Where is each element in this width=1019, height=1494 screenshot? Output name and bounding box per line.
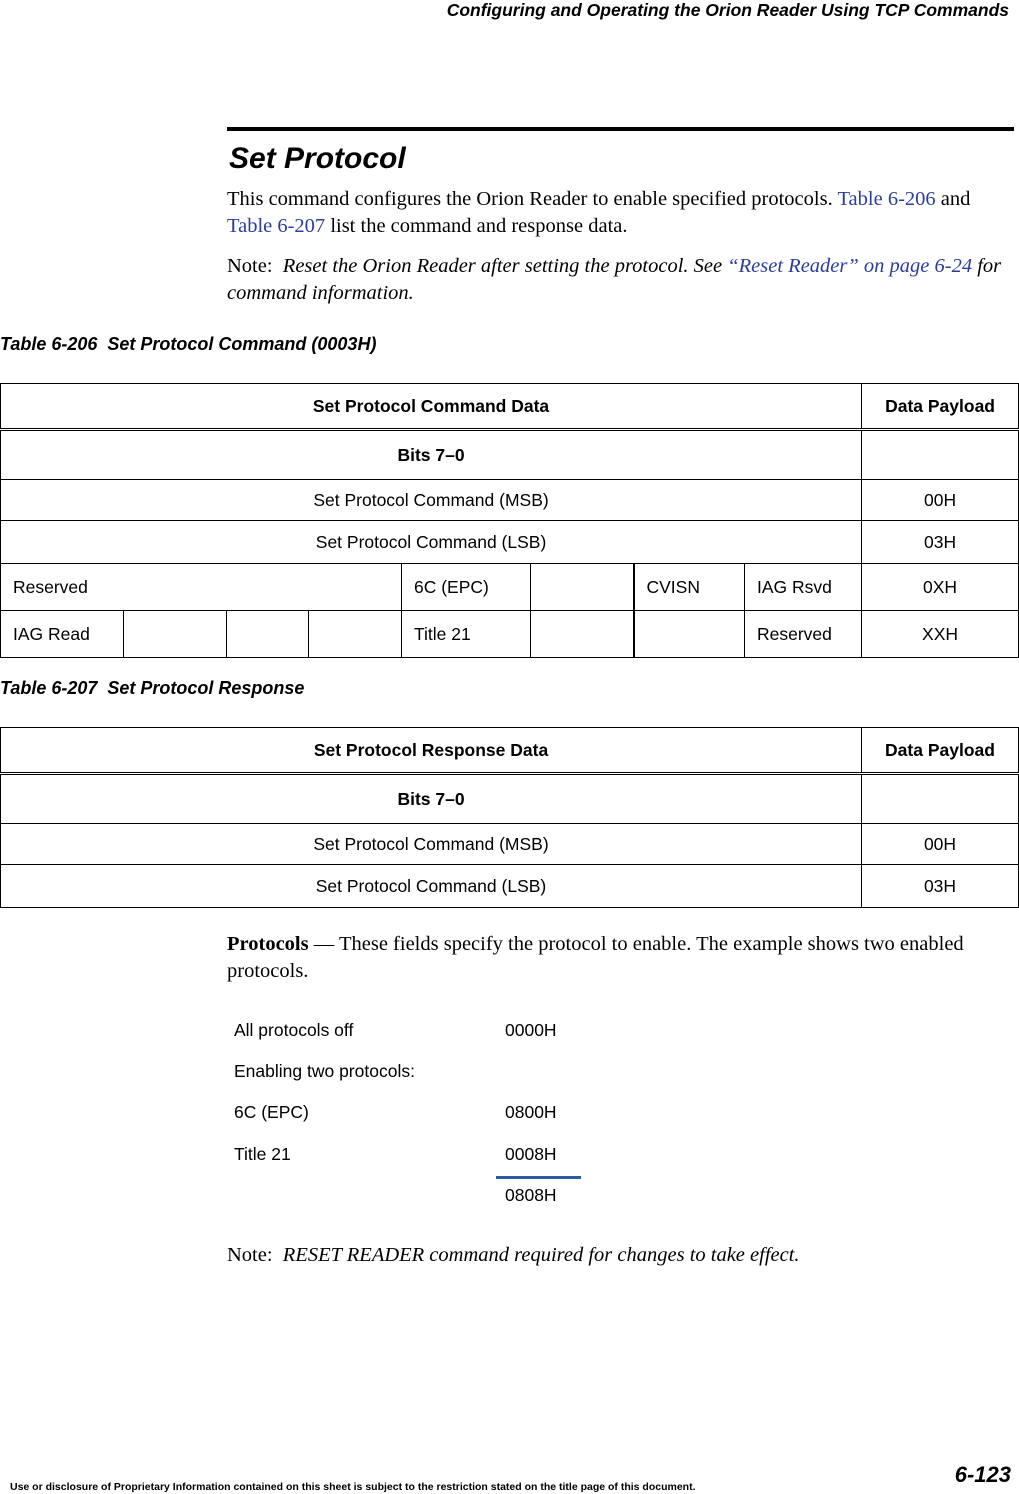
table-row-payload: 00H <box>862 824 1019 865</box>
bit-blank <box>309 611 402 658</box>
table-6-207-link[interactable]: Table 6-207 <box>227 215 326 237</box>
bits-payload-cell <box>862 430 1019 480</box>
table-6-206-link[interactable]: Table 6-206 <box>837 188 936 210</box>
protocol-value: 0008H <box>505 1144 557 1164</box>
protocols-description: Protocols — These fields specify the protocol to enable. The example shows two enabled protocols. <box>227 933 964 982</box>
protocol-label: All protocols off <box>234 1020 354 1040</box>
note-reset-reader: Note: Reset the Orion Reader after setting the protocol. See “Reset Reader” on page 6-24 for command information. <box>227 255 1002 304</box>
table-6-207-caption: Table 6-207 Set Protocol Response <box>0 678 305 698</box>
table-row-label: Set Protocol Command (MSB) <box>1 480 862 521</box>
reset-reader-link[interactable]: “Reset Reader” on page 6-24 <box>727 255 973 277</box>
protocol-label: Title 21 <box>234 1144 291 1164</box>
table-row-label: Set Protocol Command (LSB) <box>1 521 862 564</box>
sum-rule <box>496 1176 581 1179</box>
bit-blank <box>531 611 634 658</box>
data-payload-header: Data Payload <box>862 728 1019 774</box>
table-row-label: Set Protocol Command (LSB) <box>1 865 862 908</box>
table-row-payload: 03H <box>862 521 1019 564</box>
section-title: Set Protocol <box>229 142 406 175</box>
page-number: 6-123 <box>954 1462 1011 1487</box>
table-row-label: Set Protocol Command (MSB) <box>1 824 862 865</box>
note-reset-required: Note: RESET READER command required for changes to take effect. <box>227 1244 800 1266</box>
note-label: Note: <box>227 1244 273 1266</box>
response-data-header: Set Protocol Response Data <box>1 728 862 774</box>
set-protocol-response-table <box>0 727 1019 908</box>
table-row-payload: 0XH <box>862 564 1019 611</box>
table-row-payload: XXH <box>862 611 1019 658</box>
footer-disclaimer: Use or disclosure of Proprietary Information contained on this sheet is subject to the restriction stated on the title page of this document. <box>10 1481 696 1493</box>
set-protocol-command-table <box>0 383 1019 658</box>
table-6-206-caption: Table 6-206 Set Protocol Command (0003H) <box>0 334 377 354</box>
bits-label: Bits 7–0 <box>1 774 862 824</box>
protocols-term: Protocols <box>227 933 309 955</box>
bit-iag-read: IAG Read <box>1 611 124 658</box>
data-payload-header: Data Payload <box>862 384 1019 430</box>
bit-iag-rsvd: IAG Rsvd <box>745 564 862 611</box>
table-row-payload: 00H <box>862 480 1019 521</box>
section-title-rule <box>227 127 1014 131</box>
intro-paragraph: This command configures the Orion Reader to enable specified protocols. Table 6-206 and Table 6-207 list the command and response data. <box>227 188 971 237</box>
bits-payload-cell <box>862 774 1019 824</box>
bit-reserved: Reserved <box>1 564 402 611</box>
bit-blank <box>634 611 745 658</box>
bits-label: Bits 7–0 <box>1 430 862 480</box>
running-header: Configuring and Operating the Orion Reader Using TCP Commands <box>446 0 1009 20</box>
note-label: Note: <box>227 255 273 277</box>
protocol-value: 0000H <box>505 1020 557 1040</box>
bit-blank <box>227 611 309 658</box>
command-data-header: Set Protocol Command Data <box>1 384 862 430</box>
bit-blank <box>531 564 634 611</box>
bit-reserved: Reserved <box>745 611 862 658</box>
bit-6c-epc: 6C (EPC) <box>402 564 531 611</box>
protocol-label: Enabling two protocols: <box>234 1061 415 1081</box>
protocol-label: 6C (EPC) <box>234 1102 309 1122</box>
bit-cvisn: CVISN <box>634 564 745 611</box>
protocol-value: 0800H <box>505 1102 557 1122</box>
bit-blank <box>124 611 227 658</box>
protocol-sum: 0808H <box>505 1185 557 1205</box>
bit-title-21: Title 21 <box>402 611 531 658</box>
table-row-payload: 03H <box>862 865 1019 908</box>
